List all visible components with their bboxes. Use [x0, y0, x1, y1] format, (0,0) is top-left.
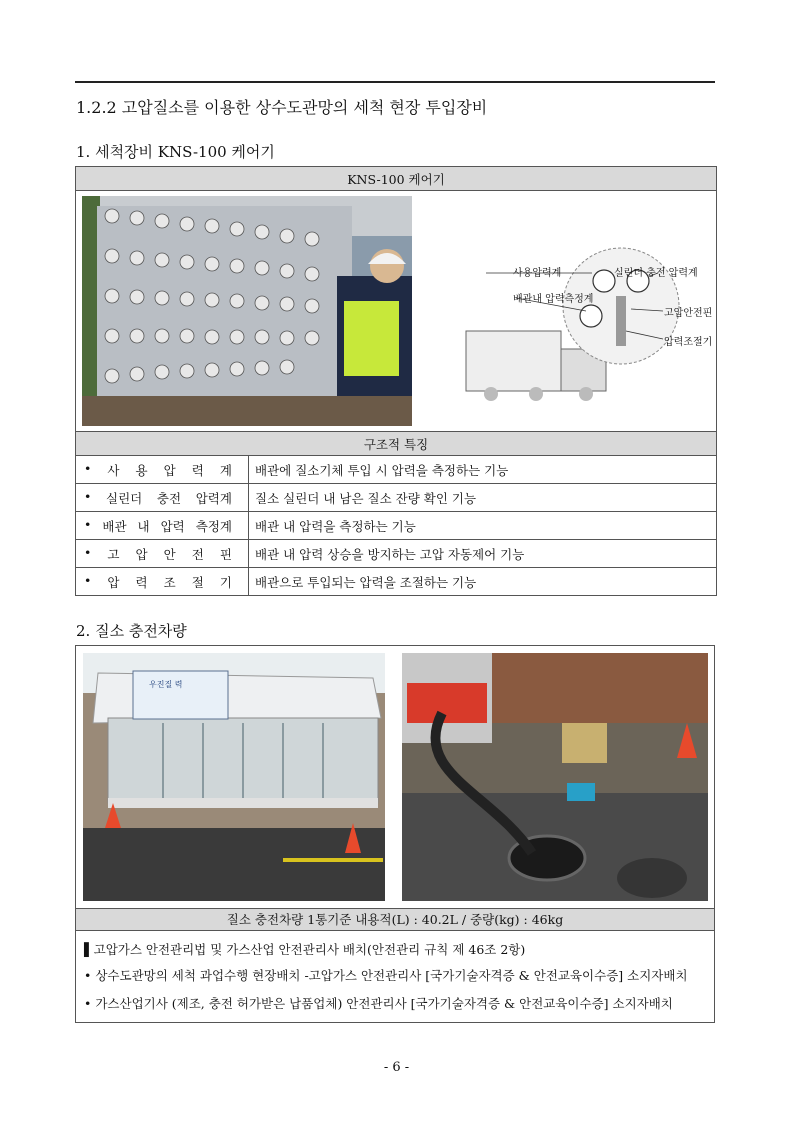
subsection-title-2: 2. 질소 충전차량 — [76, 622, 187, 640]
vehicle-caption: 질소 충전차량 1통기준 내용적(L) : 40.2L / 중량(kg) : 46kg — [76, 908, 714, 931]
row-label: • 실린더 충전 압력계 — [76, 484, 249, 512]
row-desc: 배관에 질소기체 투입 시 압력을 측정하는 기능 — [249, 456, 717, 484]
row-label: • 고 압 안 전 핀 — [76, 540, 249, 568]
note-item: • 가스산업기사 (제조, 충전 허가받은 납품업체) 안전관리사 [국가기술자격증 & 안전교육이수증] 소지자배치 — [84, 996, 673, 1011]
label-cylinder-gauge: 실린더 충전 압력계 — [614, 268, 698, 279]
table-row — [76, 484, 717, 512]
table-row — [76, 540, 717, 568]
row-label: • 사 용 압 력 계 — [76, 456, 249, 484]
subsection-title-1: 1. 세척장비 KNS-100 케어기 — [76, 143, 275, 161]
gauge-panel-photo — [82, 196, 412, 426]
features-header: 구조적 특징 — [76, 432, 717, 456]
truck-sign: 우진질 력 — [149, 680, 183, 689]
page-number: - 6 - — [383, 1060, 410, 1075]
table-row — [76, 568, 717, 596]
row-desc: 배관 내 압력 상승을 방지하는 고압 자동제어 기능 — [249, 540, 717, 568]
row-label: • 배관 내 압력 측정계 — [76, 512, 249, 540]
row-desc: 배관으로 투입되는 압력을 조절하는 기능 — [249, 568, 717, 596]
row-desc: 배관 내 압력을 측정하는 기능 — [249, 512, 717, 540]
table-header: KNS-100 케어기 — [76, 167, 717, 191]
note-header: ▌고압가스 안전관리법 및 가스산업 안전관리사 배치(안전관리 규칙 제 46조 2항) — [84, 942, 526, 957]
label-use-gauge: 사용압력계 — [513, 268, 562, 279]
equipment-table — [75, 166, 717, 596]
label-pipe-gauge: 배관내 압력측정계 — [513, 294, 594, 305]
label-safety-pin: 고압안전핀 — [664, 308, 713, 319]
vehicle-box — [75, 645, 715, 1023]
truck-photo — [83, 653, 385, 901]
table-row — [76, 456, 717, 484]
image-row — [76, 191, 717, 432]
row-label: • 압 력 조 절 기 — [76, 568, 249, 596]
table-row — [76, 512, 717, 540]
note-item: • 상수도관망의 세척 과업수행 현장배치 -고압가스 안전관리사 [국가기술자격증 & 안전교육이수증] 소지자배치 — [84, 968, 688, 983]
manhole-photo — [402, 653, 708, 901]
section-title: 1.2.2 고압질소를 이용한 상수도관망의 세척 현장 투입장비 — [76, 98, 488, 117]
label-regulator: 압력조절기 — [664, 337, 713, 348]
row-desc: 질소 실린더 내 남은 질소 잔량 확인 기능 — [249, 484, 717, 512]
top-rule — [75, 81, 715, 83]
